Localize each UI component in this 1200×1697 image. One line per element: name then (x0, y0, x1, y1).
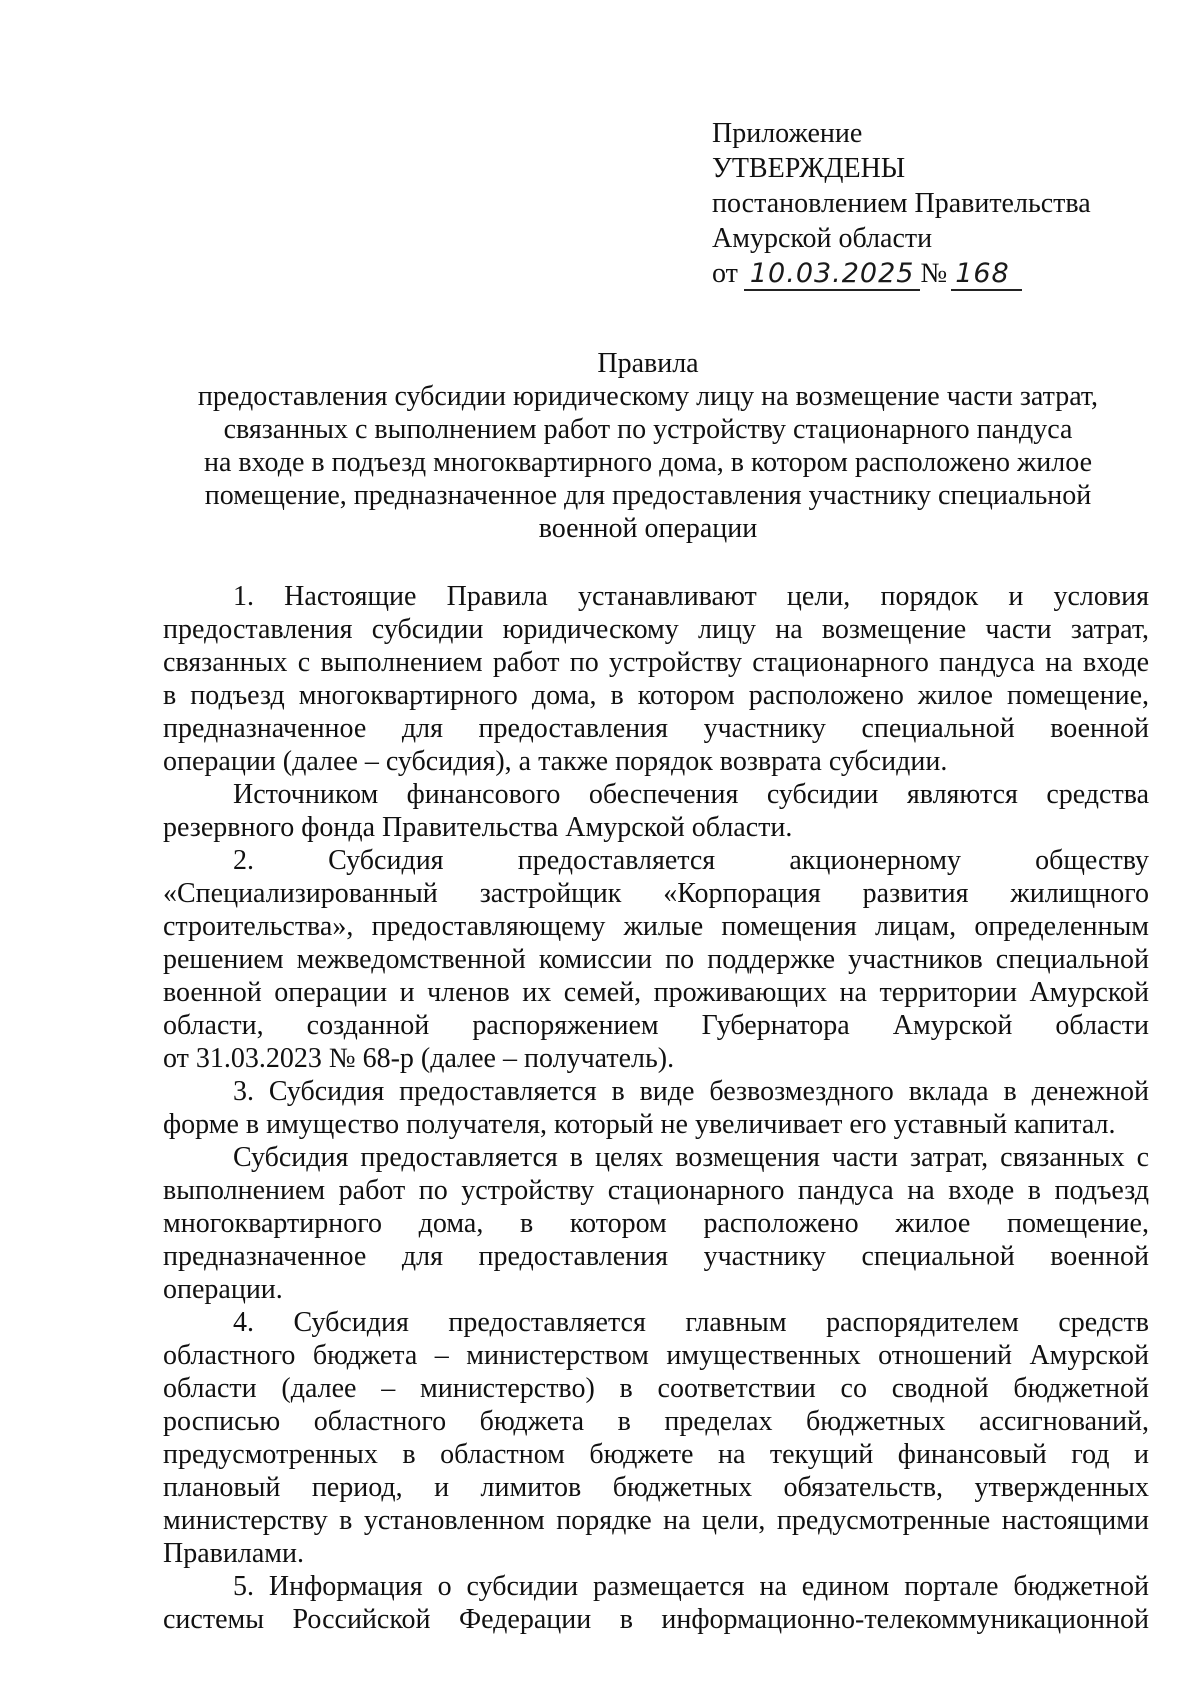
body-text-line: 5. Информация о субсидии размещается на едином портале бюджетной (233, 1571, 1149, 1602)
body-text-line: операции. (163, 1274, 283, 1305)
handwritten-number: 168 (951, 259, 1022, 291)
body-text-line: операции (далее – субсидия), а также порядок возврата субсидии. (163, 746, 948, 777)
handwritten-date: 10.03.2025 (744, 259, 921, 291)
body-text-line: решением межведомственной комиссии по поддержке участников специальной (163, 944, 1149, 975)
body-text-line: Субсидия предоставляется в целях возмещения части затрат, связанных с (233, 1142, 1149, 1173)
number-label: № (920, 258, 948, 289)
document-body (163, 580, 1149, 1636)
body-text-line: форме в имущество получателя, который не увеличивает его уставный капитал. (163, 1109, 1116, 1140)
body-text-line: области (далее – министерство) в соответствии со сводной бюджетной (163, 1373, 1149, 1404)
document-title (160, 347, 1136, 545)
body-text-line: в подъезд многоквартирного дома, в котором расположено жилое помещение, (163, 680, 1149, 711)
appendix-label: Приложение (712, 118, 863, 149)
region-label: Амурской области (712, 223, 933, 254)
body-text-line: области, созданной распоряжением Губернатора Амурской области (163, 1010, 1149, 1041)
body-text-line: от 31.03.2023 № 68-р (далее – получатель). (163, 1043, 675, 1074)
body-text-line: связанных с выполнением работ по устройству стационарного пандуса на входе (163, 647, 1149, 678)
body-text-line: системы Российской Федерации в информационно-телекоммуникационной (163, 1604, 1149, 1635)
approval-stamp-block (712, 116, 1091, 291)
body-text-line: 1. Настоящие Правила устанавливают цели, порядок и условия (233, 581, 1149, 612)
body-text-line: Правилами. (163, 1538, 304, 1569)
body-text-line: министерству в установленном порядке на цели, предусмотренные настоящими (163, 1505, 1149, 1536)
from-label: от (712, 258, 738, 289)
body-text-line: строительства», предоставляющему жилые помещения лицам, определенным (163, 911, 1149, 942)
body-text-line: военной операции и членов их семей, проживающих на территории Амурской (163, 977, 1149, 1008)
title-line: предоставления субсидии юридическому лицу на возмещение части затрат, (197, 381, 1099, 412)
body-text-line: Источником финансового обеспечения субсидии являются средства (233, 779, 1149, 810)
date-number-line (712, 256, 1091, 291)
approved-label: УТВЕРЖДЕНЫ (712, 153, 906, 184)
body-text-line: предоставления субсидии юридическому лицу на возмещение части затрат, (163, 614, 1149, 645)
title-lines (160, 380, 1136, 545)
body-text-line: многоквартирного дома, в котором расположено жилое помещение, (163, 1208, 1149, 1239)
body-text-line: областного бюджета – министерством имущественных отношений Амурской (163, 1340, 1149, 1371)
body-text-line: 2. Субсидия предоставляется акционерному обществу (233, 845, 1149, 876)
body-text-line: резервного фонда Правительства Амурской области. (163, 812, 793, 843)
title-heading: Правила (597, 348, 699, 379)
title-line: связанных с выполнением работ по устройству стационарного пандуса (223, 414, 1073, 445)
body-text-line: предназначенное для предоставления участнику специальной военной (163, 1241, 1149, 1272)
body-text-line: «Специализированный застройщик «Корпорация развития жилищного (163, 878, 1149, 909)
title-line: военной операции (538, 513, 758, 544)
body-text-line: росписью областного бюджета в пределах бюджетных ассигнований, (163, 1406, 1149, 1437)
body-text-line: плановый период, и лимитов бюджетных обязательств, утвержденных (163, 1472, 1149, 1503)
body-text-line: 4. Субсидия предоставляется главным распорядителем средств (233, 1307, 1149, 1338)
body-text-line: выполнением работ по устройству стационарного пандуса на входе в подъезд (163, 1175, 1149, 1206)
body-text-line: предусмотренных в областном бюджете на текущий финансовый год и (163, 1439, 1149, 1470)
resolution-label: постановлением Правительства (712, 188, 1091, 219)
title-line: на входе в подъезд многоквартирного дома, в котором расположено жилое (203, 447, 1093, 478)
title-line: помещение, предназначенное для предоставления участнику специальной (204, 480, 1092, 511)
body-text-line: предназначенное для предоставления участнику специальной военной (163, 713, 1149, 744)
body-text-line: 3. Субсидия предоставляется в виде безвозмездного вклада в денежной (233, 1076, 1149, 1107)
